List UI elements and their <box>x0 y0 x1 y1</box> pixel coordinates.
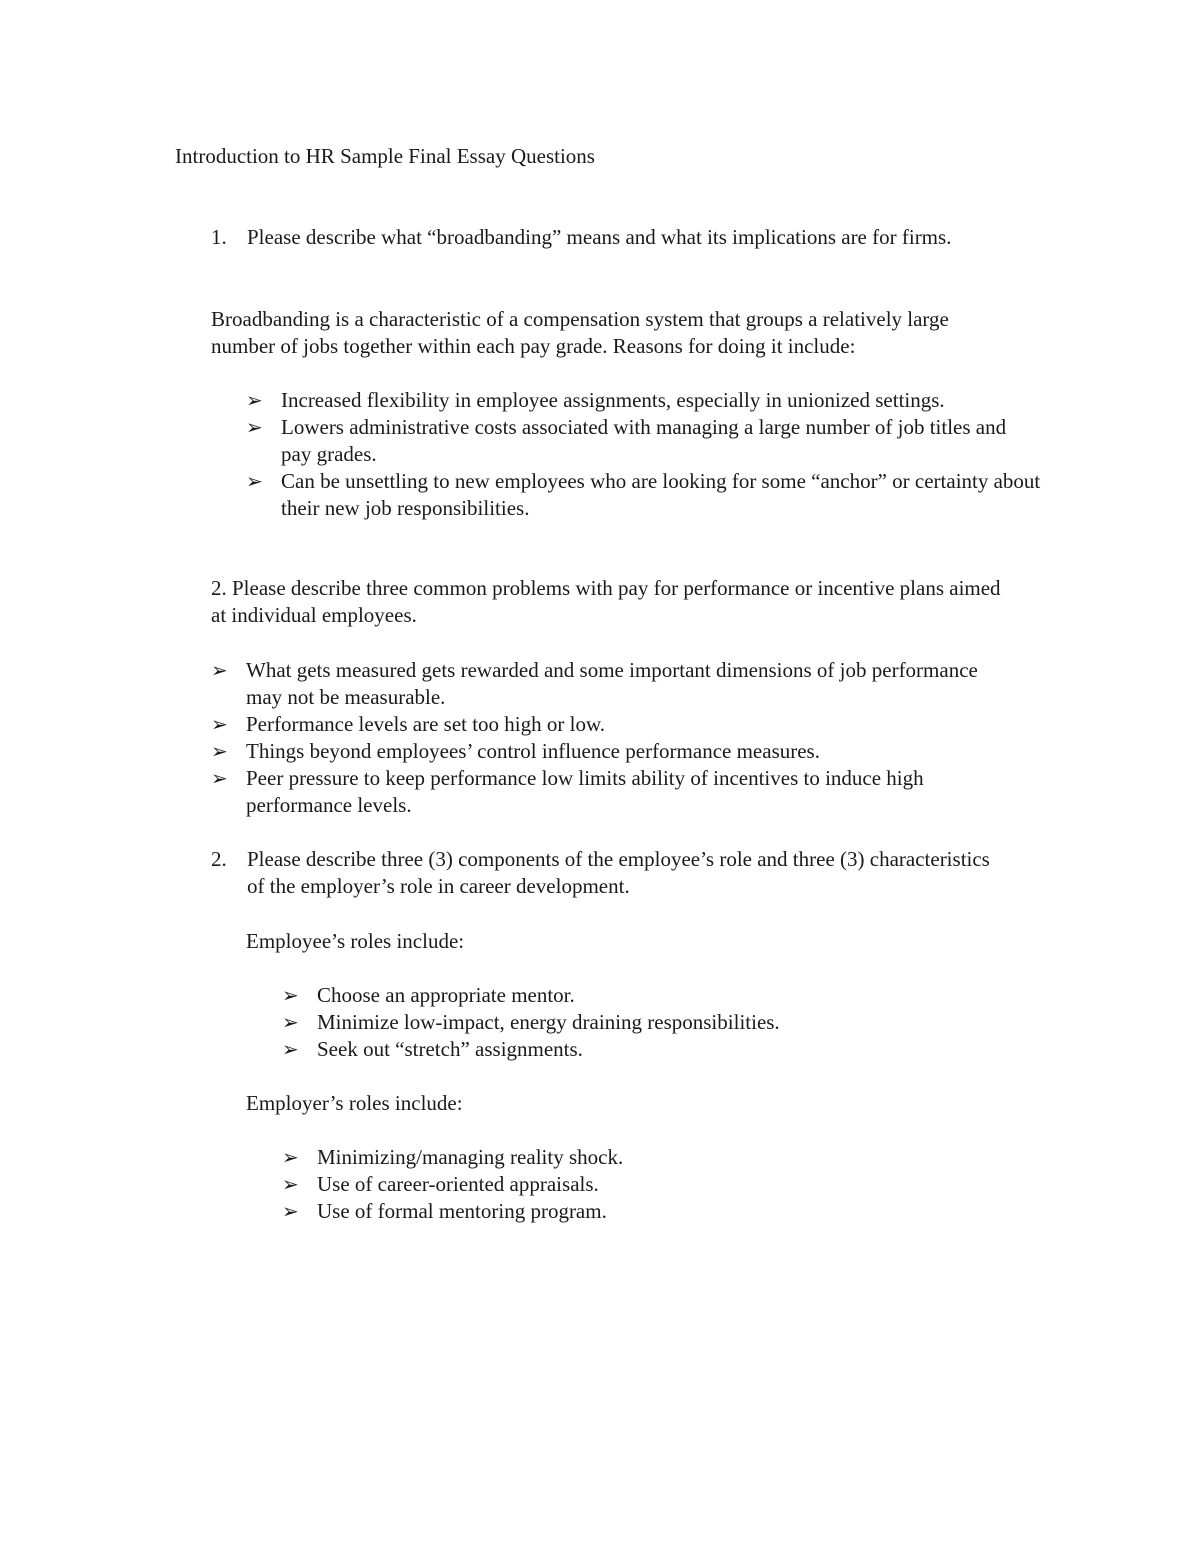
employer-roles-label: Employer’s roles include: <box>246 1091 463 1115</box>
list-item: ➢ Things beyond employees’ control influence performance measures. <box>211 739 820 763</box>
question-1-number: 1. <box>211 225 227 249</box>
list-item: ➢ Minimizing/managing reality shock. <box>282 1145 624 1169</box>
question-2-text: 2. Please describe three common problems with pay for performance or incentive plans aimed at individual employees. <box>211 576 1001 627</box>
arrow-bullet-icon: ➢ <box>282 1145 299 1169</box>
list-item: ➢ Peer pressure to keep performance low limits ability of incentives to induce high performance levels. <box>211 766 924 817</box>
list-item: ➢ What gets measured gets rewarded and some important dimensions of job performance may not be measurable. <box>211 658 978 709</box>
arrow-bullet-icon: ➢ <box>246 469 263 493</box>
arrow-bullet-icon: ➢ <box>211 739 228 763</box>
answer-1-list <box>246 387 1200 522</box>
employee-roles-label: Employee’s roles include: <box>246 929 465 953</box>
arrow-bullet-icon: ➢ <box>282 983 299 1007</box>
list-item: ➢ Increased flexibility in employee assignments, especially in unionized settings. <box>246 388 945 412</box>
arrow-bullet-icon: ➢ <box>246 415 263 439</box>
list-item: ➢ Choose an appropriate mentor. <box>282 983 575 1007</box>
answer-2-list <box>211 657 1200 819</box>
arrow-bullet-icon: ➢ <box>211 712 228 736</box>
question-1 <box>211 224 1200 251</box>
arrow-bullet-icon: ➢ <box>282 1172 299 1196</box>
question-1-text: Please describe what “broadbanding” means and what its implications are for firms. <box>247 225 952 249</box>
list-item: ➢ Minimize low-impact, energy draining responsibilities. <box>282 1010 780 1034</box>
question-3-number: 2. <box>211 847 227 871</box>
document-title: Introduction to HR Sample Final Essay Questions <box>175 144 595 168</box>
list-item: ➢ Use of formal mentoring program. <box>282 1199 607 1223</box>
list-item: ➢ Seek out “stretch” assignments. <box>282 1037 583 1061</box>
question-3-text: Please describe three (3) components of the employee’s role and three (3) characteristics of the employer’s role in career development. <box>247 847 990 898</box>
arrow-bullet-icon: ➢ <box>211 766 228 790</box>
list-item: ➢ Can be unsettling to new employees who are looking for some “anchor” or certainty about their new job responsibilities. <box>246 469 1041 520</box>
arrow-bullet-icon: ➢ <box>282 1010 299 1034</box>
list-item: ➢ Performance levels are set too high or low. <box>211 712 606 736</box>
employee-roles-list <box>282 982 1200 1063</box>
arrow-bullet-icon: ➢ <box>282 1037 299 1061</box>
list-item: ➢ Use of career-oriented appraisals. <box>282 1172 599 1196</box>
employer-roles-list <box>282 1144 1200 1225</box>
list-item: ➢ Lowers administrative costs associated with managing a large number of job titles and pay grades. <box>246 415 1007 466</box>
arrow-bullet-icon: ➢ <box>211 658 228 682</box>
arrow-bullet-icon: ➢ <box>282 1199 299 1223</box>
answer-1-paragraph: Broadbanding is a characteristic of a compensation system that groups a relatively large number of jobs together within each pay grade. Reasons for doing it include: <box>211 307 949 358</box>
arrow-bullet-icon: ➢ <box>246 388 263 412</box>
question-3 <box>211 846 1200 900</box>
